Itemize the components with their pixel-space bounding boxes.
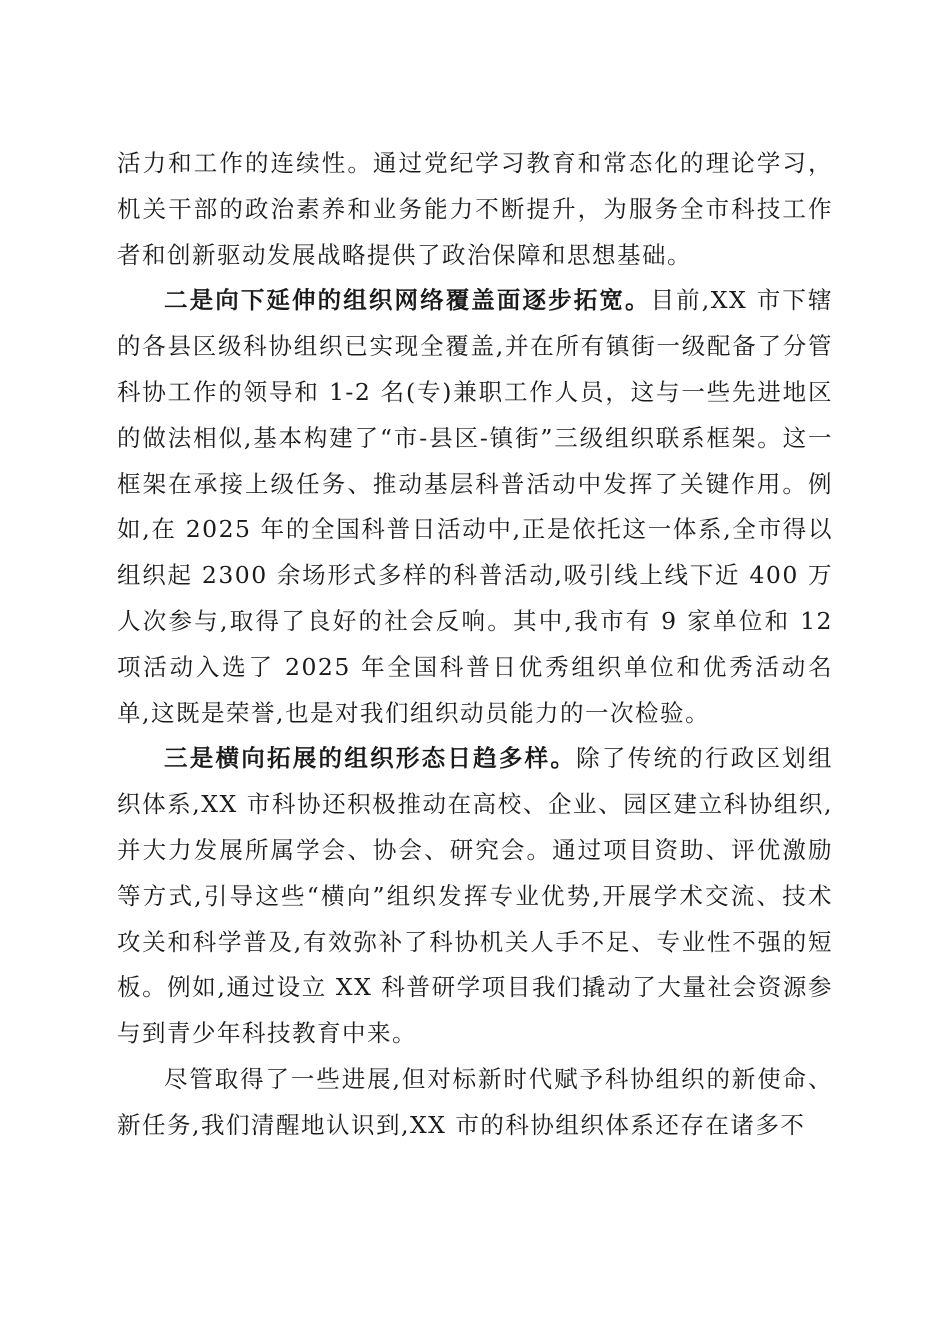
paragraph-lead: 三是横向拓展的组织形态日趋多样。 [164, 744, 577, 773]
paragraph-continuation [117, 141, 833, 278]
paragraph-shortcomings [117, 1057, 833, 1149]
paragraph-text: 除了传统的行政区划组织体系,XX 市科协还积极推动在高校、企业、园区建立科协组织,并大力发展所属学会、协会、研究会。通过项目资助、评优激励等方式,引导这些“横向”组织发挥专业优势,开展学术交流、技术攻关和科学普及,有效弥补了科协机关人手不足、专业性不强的短板。例如,通过设立 XX 科普研学项目我们撬动了大量社会资源参与到青少年科技教育中来。 [117, 744, 834, 1048]
paragraph-organization-network [117, 278, 833, 736]
paragraph-text: 目前,XX 市下辖的各县区级科协组织已实现全覆盖,并在所有镇街一级配备了分管科协工作的领导和 1-2 名(专)兼职工作人员，这与一些先进地区的做法相似,基本构建了“市-县区-镇街”三级组织联系框架。这一框架在承接上级任务、推动基层科普活动中发挥了关键作用。例如,在 2025 年的全国科普日活动中,正是依托这一体系,全市得以组织起 2300 余场形式多样的科普活动,吸引线上线下近 400 万人次参与,取得了良好的社会反响。其中,我市有 9 家单位和 12 项活动入选了 2025 年全国科普日优秀组织单位和优秀活动名单,这既是荣誉,也是对我们组织动员能力的一次检验。 [117, 286, 834, 727]
document-body [117, 141, 833, 1149]
paragraph-text: 尽管取得了一些进展,但对标新时代赋予科协组织的新使命、新任务,我们清醒地认识到,XX 市的科协组织体系还存在诸多不 [117, 1064, 833, 1139]
paragraph-organization-forms [117, 736, 833, 1057]
paragraph-text: 活力和工作的连续性。通过党纪学习教育和常态化的理论学习，机关干部的政治素养和业务能力不断提升，为服务全市科技工作者和创新驱动发展战略提供了政治保障和思想基础。 [117, 149, 833, 269]
paragraph-lead: 二是向下延伸的组织网络覆盖面逐步拓宽。 [164, 286, 651, 315]
